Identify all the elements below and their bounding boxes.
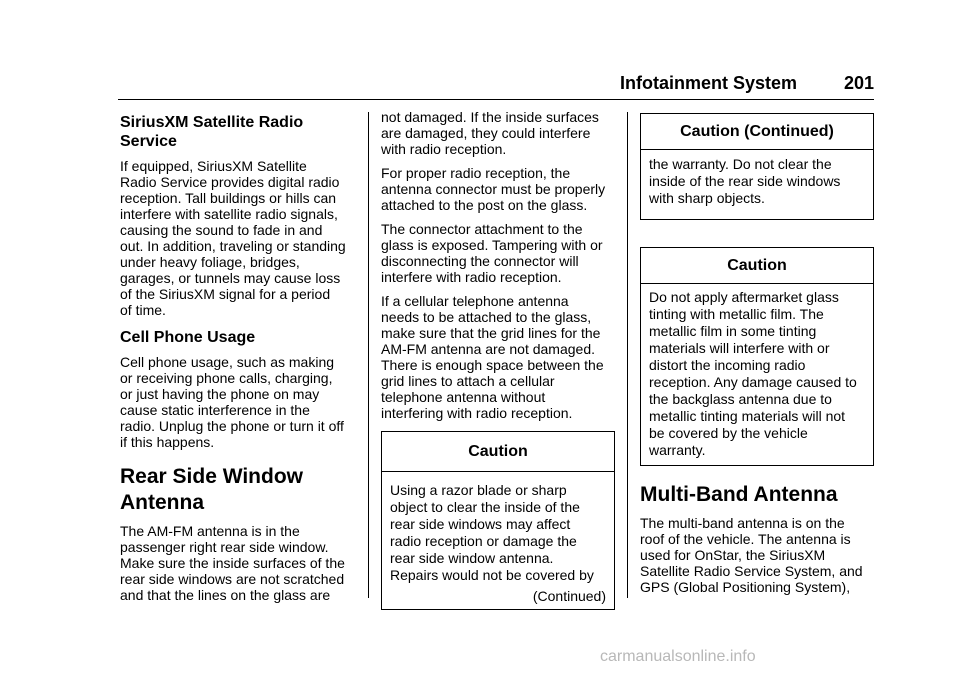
text-line: Antenna [120,491,204,514]
heading-multi-band-antenna [640,482,876,508]
text-line: under heavy foliage, bridges, [120,254,300,270]
text-line: of time. [120,302,166,318]
text-line: Using a razor blade or sharp [390,482,567,498]
text-line: radio. Unplug the phone or turn it off [120,418,344,434]
text-line: object to clear the inside of the [390,499,580,515]
text-line: interfering with radio reception. [381,405,573,421]
text-line: Service [120,133,177,150]
text-line: metallic tinting materials will not [649,408,846,424]
text-line: be covered by the vehicle [649,425,808,441]
text-line: metallic film in some tinting [649,323,817,339]
paragraph-antenna-damage [381,109,619,157]
caution-box-razor [381,431,615,610]
text-line: Satellite Radio Service System, and [640,563,863,579]
text-line: needs to be attached to the glass, [381,309,592,325]
heading-siriusxm [120,113,358,151]
text-line: distort the incoming radio [649,357,806,373]
text-line: with sharp objects. [649,190,765,206]
text-line: rear side windows are not scratched [120,571,345,587]
text-line: telephone antenna without [381,389,546,405]
text-line: For proper radio reception, the [381,165,571,181]
text-line: roof of the vehicle. The antenna is [640,531,851,547]
caution-box-continued [640,113,874,220]
text-line: attached to the post on the glass. [381,197,588,213]
text-line: the backglass antenna due to [649,391,832,407]
text-line: not damaged. If the inside surfaces [381,109,599,125]
text-line: glass is exposed. Tampering with or [381,237,603,253]
column-divider-left [368,112,369,598]
text-line: causing the sound to fade in and [120,222,323,238]
text-line: or just having the phone on may [120,386,320,402]
text-line: The AM-FM antenna is in the [120,523,300,539]
caution-tinting-title: Caution [641,248,873,284]
section-title: Infotainment System [620,73,798,93]
text-line: disconnecting the connector will [381,253,579,269]
column-2 [381,109,619,610]
text-line: Do not apply aftermarket glass [649,289,839,305]
text-line: inside of the rear side windows [649,173,841,189]
text-line: Make sure the inside surfaces of the [120,555,345,571]
text-line: antenna connector must be properly [381,181,606,197]
text-line: out. In addition, traveling or standing [120,238,346,254]
page-number: 201 [844,73,875,93]
paragraph-siriusxm [120,158,358,318]
caution-continued-label: (Continued) [532,588,606,604]
text-line: used for OnStar, the SiriusXM [640,547,826,563]
heading-rear-side-window-antenna [120,464,358,516]
text-line: rear side window antenna. [390,550,554,566]
watermark: carmanualsonline.info [600,648,756,665]
paragraph-multi-band [640,515,876,595]
caution-box-tinting [640,247,874,466]
text-line: If a cellular telephone antenna [381,293,569,309]
paragraph-rear-side-window [120,523,358,603]
text-line: Rear Side Window [120,465,304,488]
caution-continued-body [641,150,873,219]
text-line: if this happens. [120,434,215,450]
text-line: Repairs would not be covered by [390,567,594,583]
header-rule [118,99,874,100]
text-line: tinting with metallic film. The [649,306,824,322]
text-line: Radio Service provides digital radio [120,174,340,190]
text-line: Cell phone usage, such as making [120,354,335,370]
text-line: The connector attachment to the [381,221,583,237]
text-line: Cell Phone Usage [120,329,256,346]
text-line: rear side windows may affect [390,516,571,532]
text-line: SiriusXM Satellite Radio [120,114,304,131]
text-line: GPS (Global Positioning System), [640,579,851,595]
text-line: If equipped, SiriusXM Satellite [120,158,307,174]
text-line: make sure that the grid lines for the [381,325,601,341]
caution-continued-title: Caution (Continued) [641,114,873,150]
text-line: AM-FM antenna are not damaged. [381,341,596,357]
text-line: Multi-Band Antenna [640,483,838,506]
text-line: the warranty. Do not clear the [649,156,832,172]
text-line: reception. Any damage caused to [649,374,857,390]
text-line: or receiving phone calls, charging, [120,370,333,386]
paragraph-cellular-antenna [381,293,619,421]
text-line: There is enough space between the [381,357,604,373]
column-divider-right [627,112,628,598]
paragraph-cell-phone [120,354,358,450]
column-3 [640,113,876,603]
caution-body [382,472,614,609]
column-1 [120,113,358,611]
text-line: cause static interference in the [120,402,310,418]
text-line: and that the lines on the glass are [120,587,331,603]
heading-cell-phone-usage [120,328,358,347]
text-line: passenger right rear side window. [120,539,329,555]
text-line: interfere with radio reception. [381,269,562,285]
paragraph-connector-exposed [381,221,619,285]
text-line: reception. Tall buildings or hills can [120,190,337,206]
text-line: grid lines to attach a cellular [381,373,555,389]
text-line: interfere with satellite radio signals, [120,206,338,222]
text-line: of the SiriusXM signal for a period [120,286,331,302]
text-line: garages, or tunnels may cause loss [120,270,341,286]
text-line: materials will interfere with or [649,340,830,356]
text-line: with radio reception. [381,141,507,157]
paragraph-antenna-connector [381,165,619,213]
text-line: The multi-band antenna is on the [640,515,845,531]
caution-tinting-body [641,284,873,465]
caution-title: Caution [382,432,614,472]
text-line: radio reception or damage the [390,533,577,549]
text-line: are damaged, they could interfere [381,125,591,141]
text-line: warranty. [649,442,706,458]
